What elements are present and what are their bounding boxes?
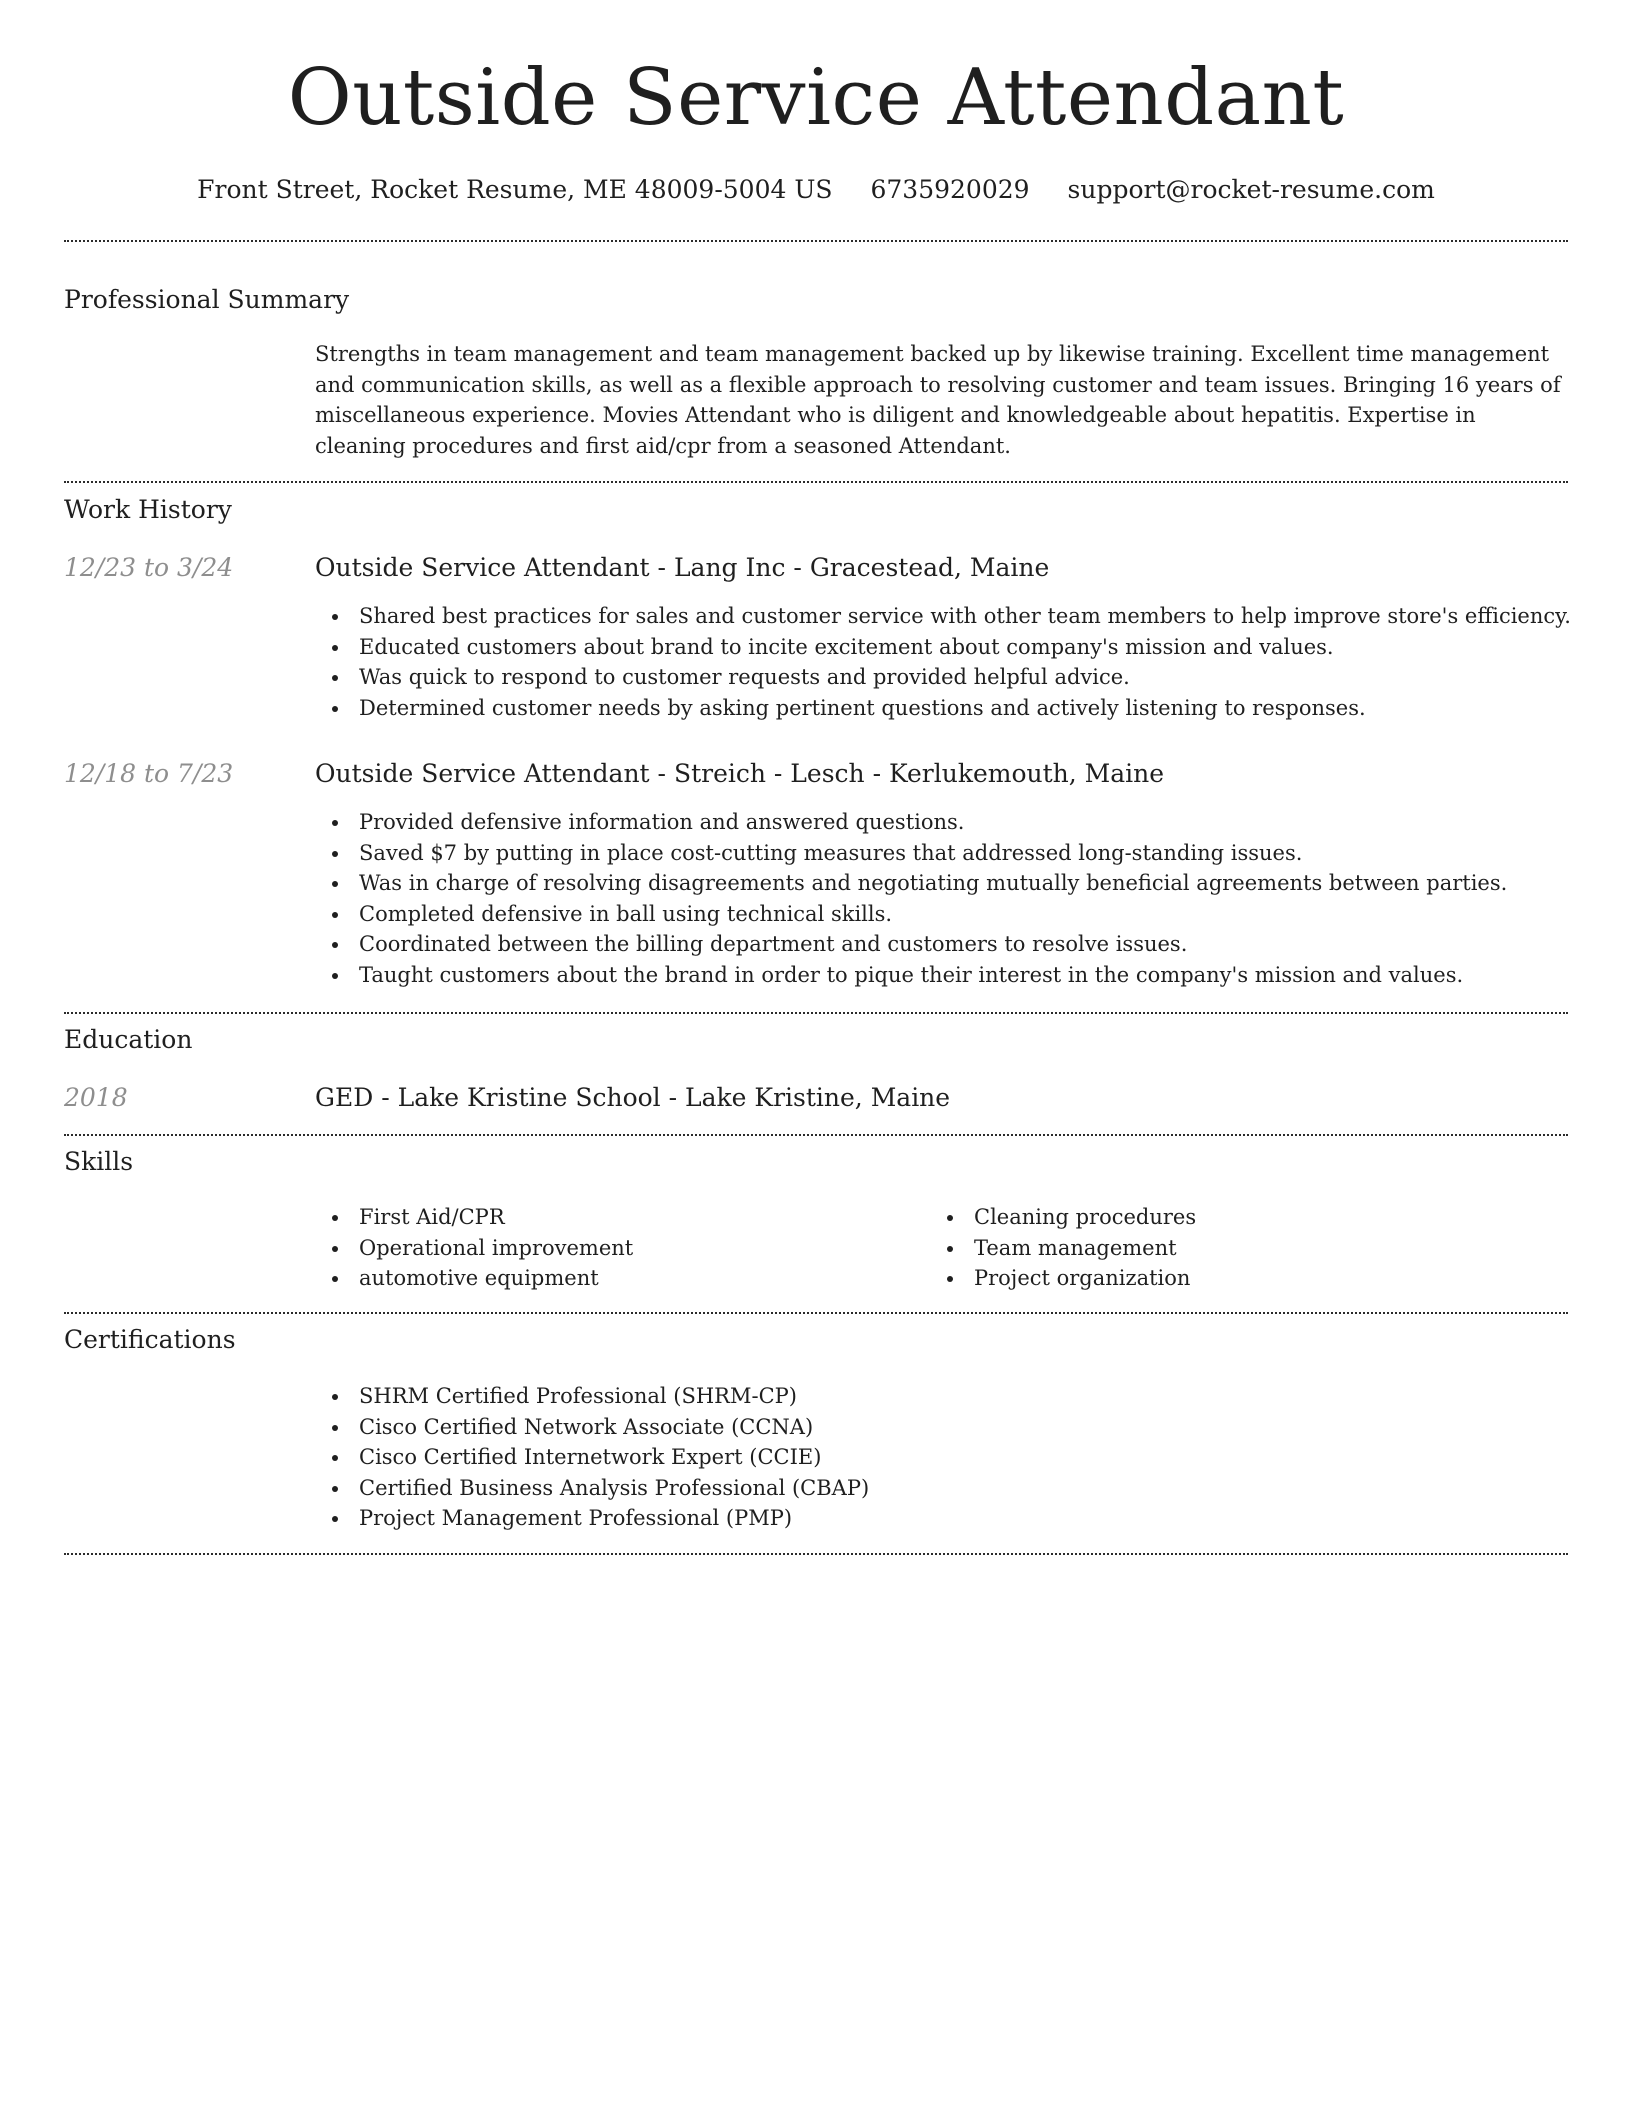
certifications-list — [315, 1381, 869, 1534]
divider — [64, 1553, 1568, 1555]
contact-line — [64, 168, 1568, 212]
list-item: automotive equipment — [315, 1263, 633, 1294]
list-item: Educated customers about brand to incite excitement about company's mission and values. — [315, 632, 1571, 663]
job-bullets — [315, 807, 1507, 990]
list-item: Completed defensive in ball using technical skills. — [315, 899, 1507, 930]
list-item: Determined customer needs by asking pertinent questions and actively listening to responses. — [315, 693, 1571, 724]
section-title-skills: Skills — [64, 1147, 134, 1176]
section-title-summary: Professional Summary — [64, 285, 350, 314]
list-item: Team management — [930, 1233, 1196, 1264]
skills-list-right — [930, 1202, 1196, 1294]
list-item: Project organization — [930, 1263, 1196, 1294]
summary-text: Strengths in team management and team management backed up by likewise training. Excellent time management and communication skills, as well as a flexible approach to resolving customer and team issues. Bringing 16 years of miscellaneous experience. Movies Attendant who is diligent and knowledgeable about hepatitis. Expertise in cleaning procedures and first aid/cpr from a seasoned Attendant. — [315, 342, 1561, 458]
list-item: SHRM Certified Professional (SHRM-CP) — [315, 1381, 869, 1412]
divider — [64, 1134, 1568, 1136]
section-title-education: Education — [64, 1025, 193, 1054]
education-year: 2018 — [64, 1083, 128, 1112]
list-item: Shared best practices for sales and customer service with other team members to help improve store's efficiency. — [315, 601, 1571, 632]
divider — [64, 1012, 1568, 1014]
list-item: Cisco Certified Internetwork Expert (CCIE) — [315, 1442, 869, 1473]
list-item: Was in charge of resolving disagreements and negotiating mutually beneficial agreements between parties. — [315, 868, 1507, 899]
job-dates: 12/18 to 7/23 — [64, 759, 234, 788]
list-item: Project Management Professional (PMP) — [315, 1503, 869, 1534]
list-item: Saved $7 by putting in place cost-cutting measures that addressed long-standing issues. — [315, 838, 1507, 869]
section-title-work: Work History — [64, 495, 232, 524]
list-item: Coordinated between the billing department and customers to resolve issues. — [315, 929, 1507, 960]
job-dates: 12/23 to 3/24 — [64, 553, 234, 582]
skills-list-left — [315, 1202, 633, 1294]
list-item: Cleaning procedures — [930, 1202, 1196, 1233]
contact-phone: 6735920029 — [870, 175, 1030, 204]
divider — [64, 481, 1568, 483]
section-title-certifications: Certifications — [64, 1325, 236, 1354]
list-item: Certified Business Analysis Professional (CBAP) — [315, 1473, 869, 1504]
contact-email: support@rocket-resume.com — [1067, 175, 1435, 204]
divider — [64, 240, 1568, 242]
job-bullets — [315, 601, 1571, 723]
contact-address: Front Street, Rocket Resume, ME 48009-5004 US — [197, 175, 833, 204]
list-item: Taught customers about the brand in order to pique their interest in the company's mission and values. — [315, 960, 1507, 991]
job-title: Outside Service Attendant - Lang Inc - Gracestead, Maine — [315, 553, 1050, 582]
list-item: Cisco Certified Network Associate (CCNA) — [315, 1412, 869, 1443]
education-degree: GED - Lake Kristine School - Lake Kristine, Maine — [315, 1083, 951, 1112]
job-title: Outside Service Attendant - Streich - Lesch - Kerlukemouth, Maine — [315, 759, 1165, 788]
list-item: First Aid/CPR — [315, 1202, 633, 1233]
divider — [64, 1312, 1568, 1314]
list-item: Provided defensive information and answered questions. — [315, 807, 1507, 838]
resume-name: Outside Service Attendant — [287, 53, 1345, 143]
list-item: Was quick to respond to customer requests and provided helpful advice. — [315, 662, 1571, 693]
list-item: Operational improvement — [315, 1233, 633, 1264]
